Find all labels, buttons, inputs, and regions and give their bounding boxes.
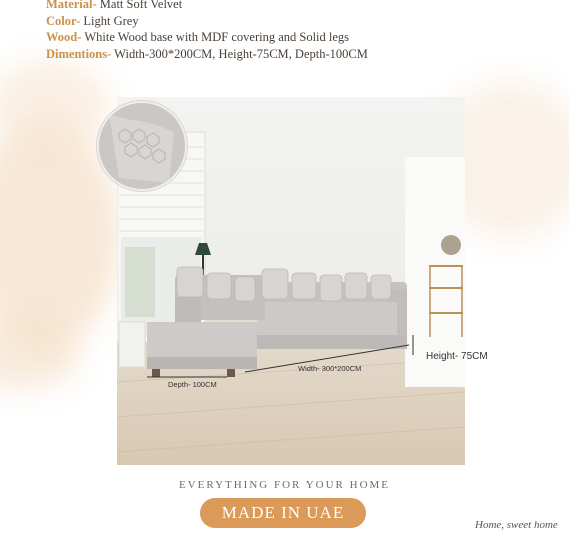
tagline: EVERYTHING FOR YOUR HOME [178,479,391,491]
fabric-texture [99,103,185,189]
made-in-badge: MADE IN UAE [200,498,366,528]
product-specs [46,0,368,62]
spec-wood: Wood- White Wood base with MDF covering and Solid legs [46,30,350,44]
spec-color: Color- Light Grey [46,13,139,28]
fabric-detail-inset [97,101,187,191]
width-label: Width- 300*200CM [298,364,362,373]
spec-material: Material- Matt Soft Velvet [46,0,183,11]
height-label: Height- 75CM [426,351,488,362]
signature-text: Home, sweet home [475,519,558,531]
spec-dimensions: Dimentions- Width-300*200CM, Height-75CM, Depth-100CM [46,46,368,61]
watercolor-wash [0,60,110,150]
depth-label: Depth- 100CM [168,380,217,389]
